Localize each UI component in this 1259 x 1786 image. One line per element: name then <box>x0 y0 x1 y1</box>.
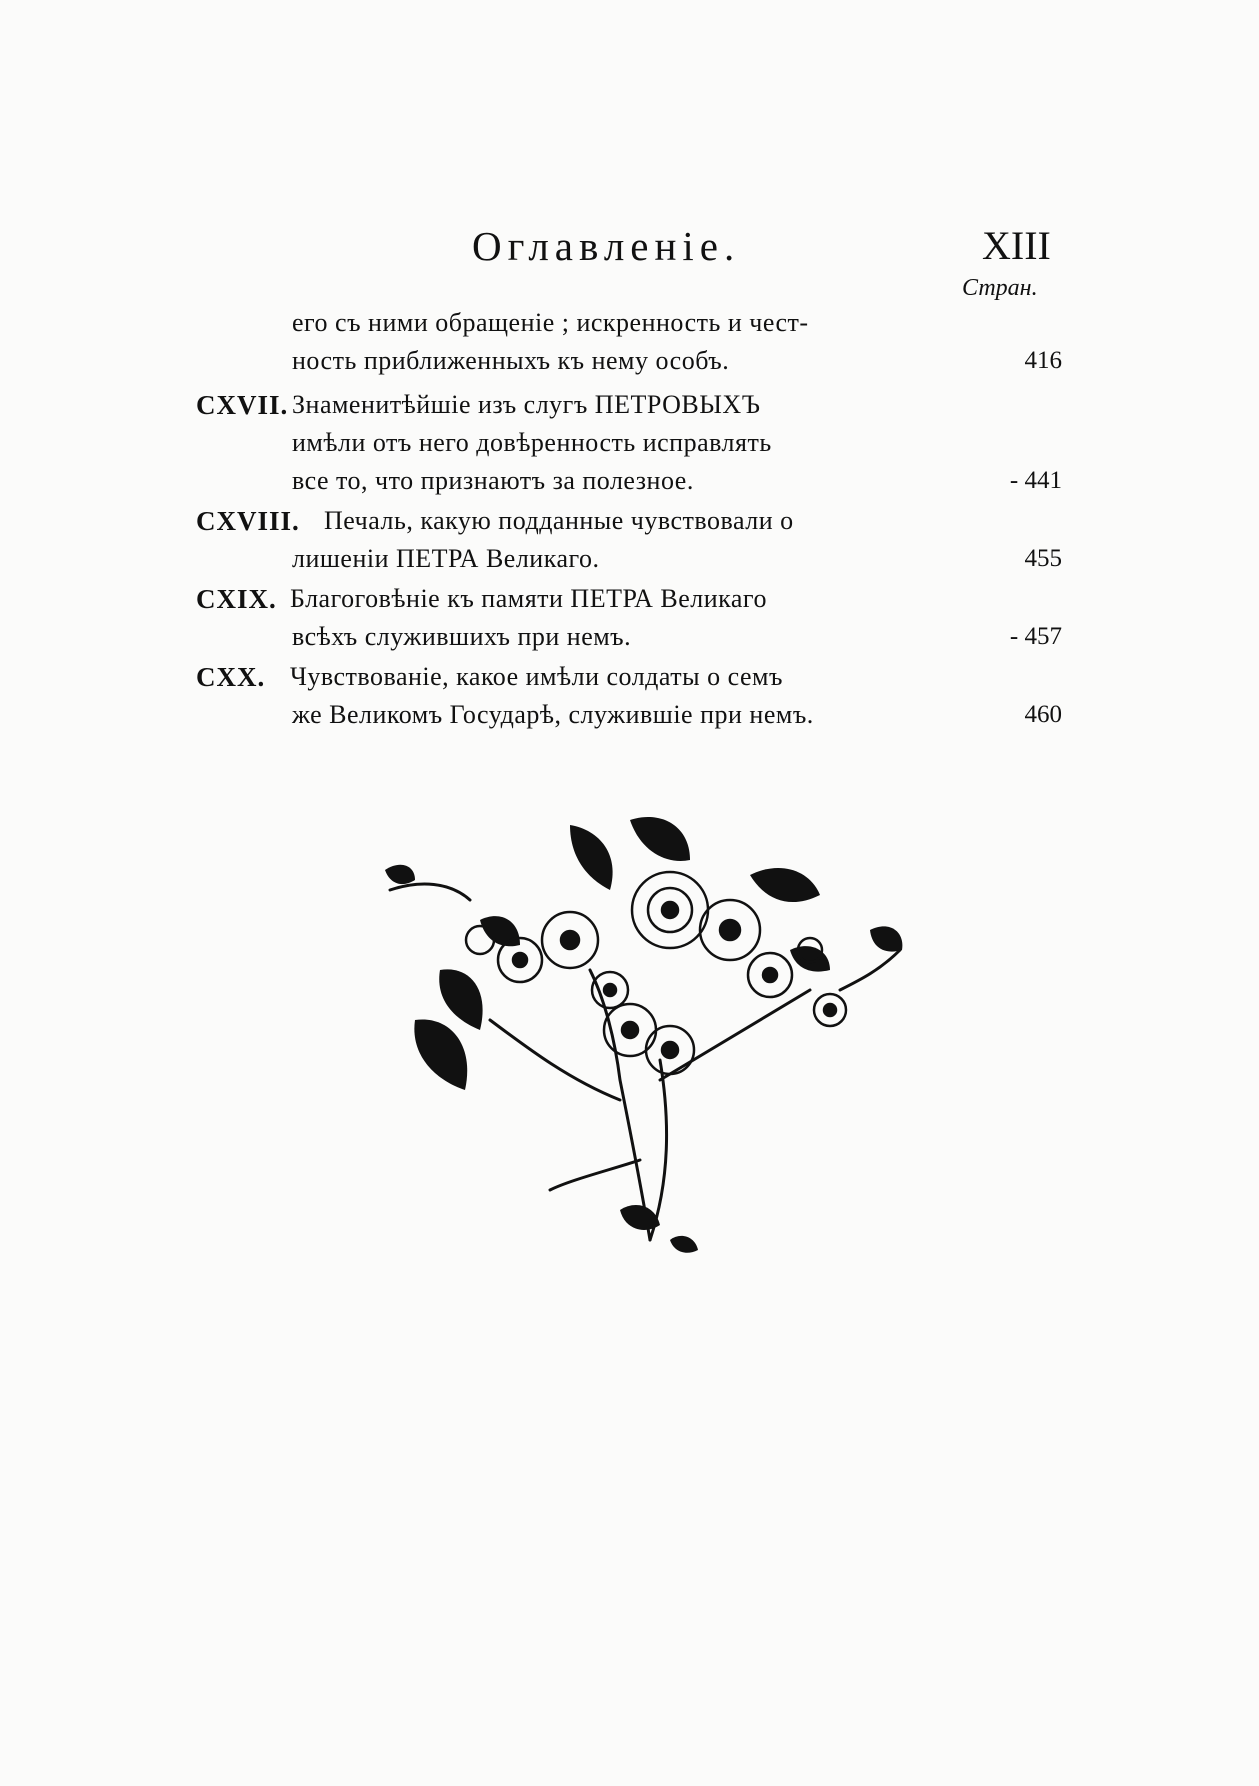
toc-line: всѣхъ служившихъ при немъ. <box>292 622 632 651</box>
toc-line: имѣли отъ него довѣренность исправлять <box>292 428 772 457</box>
toc-line: лишеніи ПЕТРА Великаго. <box>292 544 600 573</box>
toc-line: Благоговѣніе къ памяти ПЕТРА Великаго <box>290 584 767 613</box>
page-number: XIII <box>982 223 1051 268</box>
toc-entry-number: CXX. <box>196 662 266 692</box>
toc-line: Печаль, какую подданные чувствовали о <box>324 506 794 535</box>
toc-page-number: - 457 <box>1009 623 1062 650</box>
toc-line: его съ ними обращеніе ; искренность и чест- <box>292 308 809 337</box>
toc-entry-number: CXIX. <box>196 584 277 614</box>
page-column-label: Стран. <box>962 275 1038 301</box>
toc-page-number: 416 <box>1024 347 1062 374</box>
toc-entry-number: CXVII. <box>196 390 289 420</box>
table-of-contents <box>0 0 1259 760</box>
toc-page-number: 460 <box>1024 701 1062 728</box>
toc-line: Знаменитѣйшіе изъ слугъ ПЕТРОВЫХЪ <box>292 390 761 419</box>
toc-line: же Великомъ Государѣ, служившіе при немъ. <box>292 700 814 729</box>
toc-line: Чувствованіе, какое имѣли солдаты о семъ <box>290 662 783 691</box>
page-title: Оглавленіе. <box>472 223 741 269</box>
toc-entry-number: CXVIII. <box>196 506 300 536</box>
floral-bouquet-icon <box>370 800 940 1260</box>
toc-page-number: 455 <box>1024 545 1062 572</box>
toc-line: все то, что признаютъ за полезное. <box>292 466 694 495</box>
toc-line: ность приближенныхъ къ нему особъ. <box>292 346 730 375</box>
toc-page-number: - 441 <box>1009 467 1062 494</box>
